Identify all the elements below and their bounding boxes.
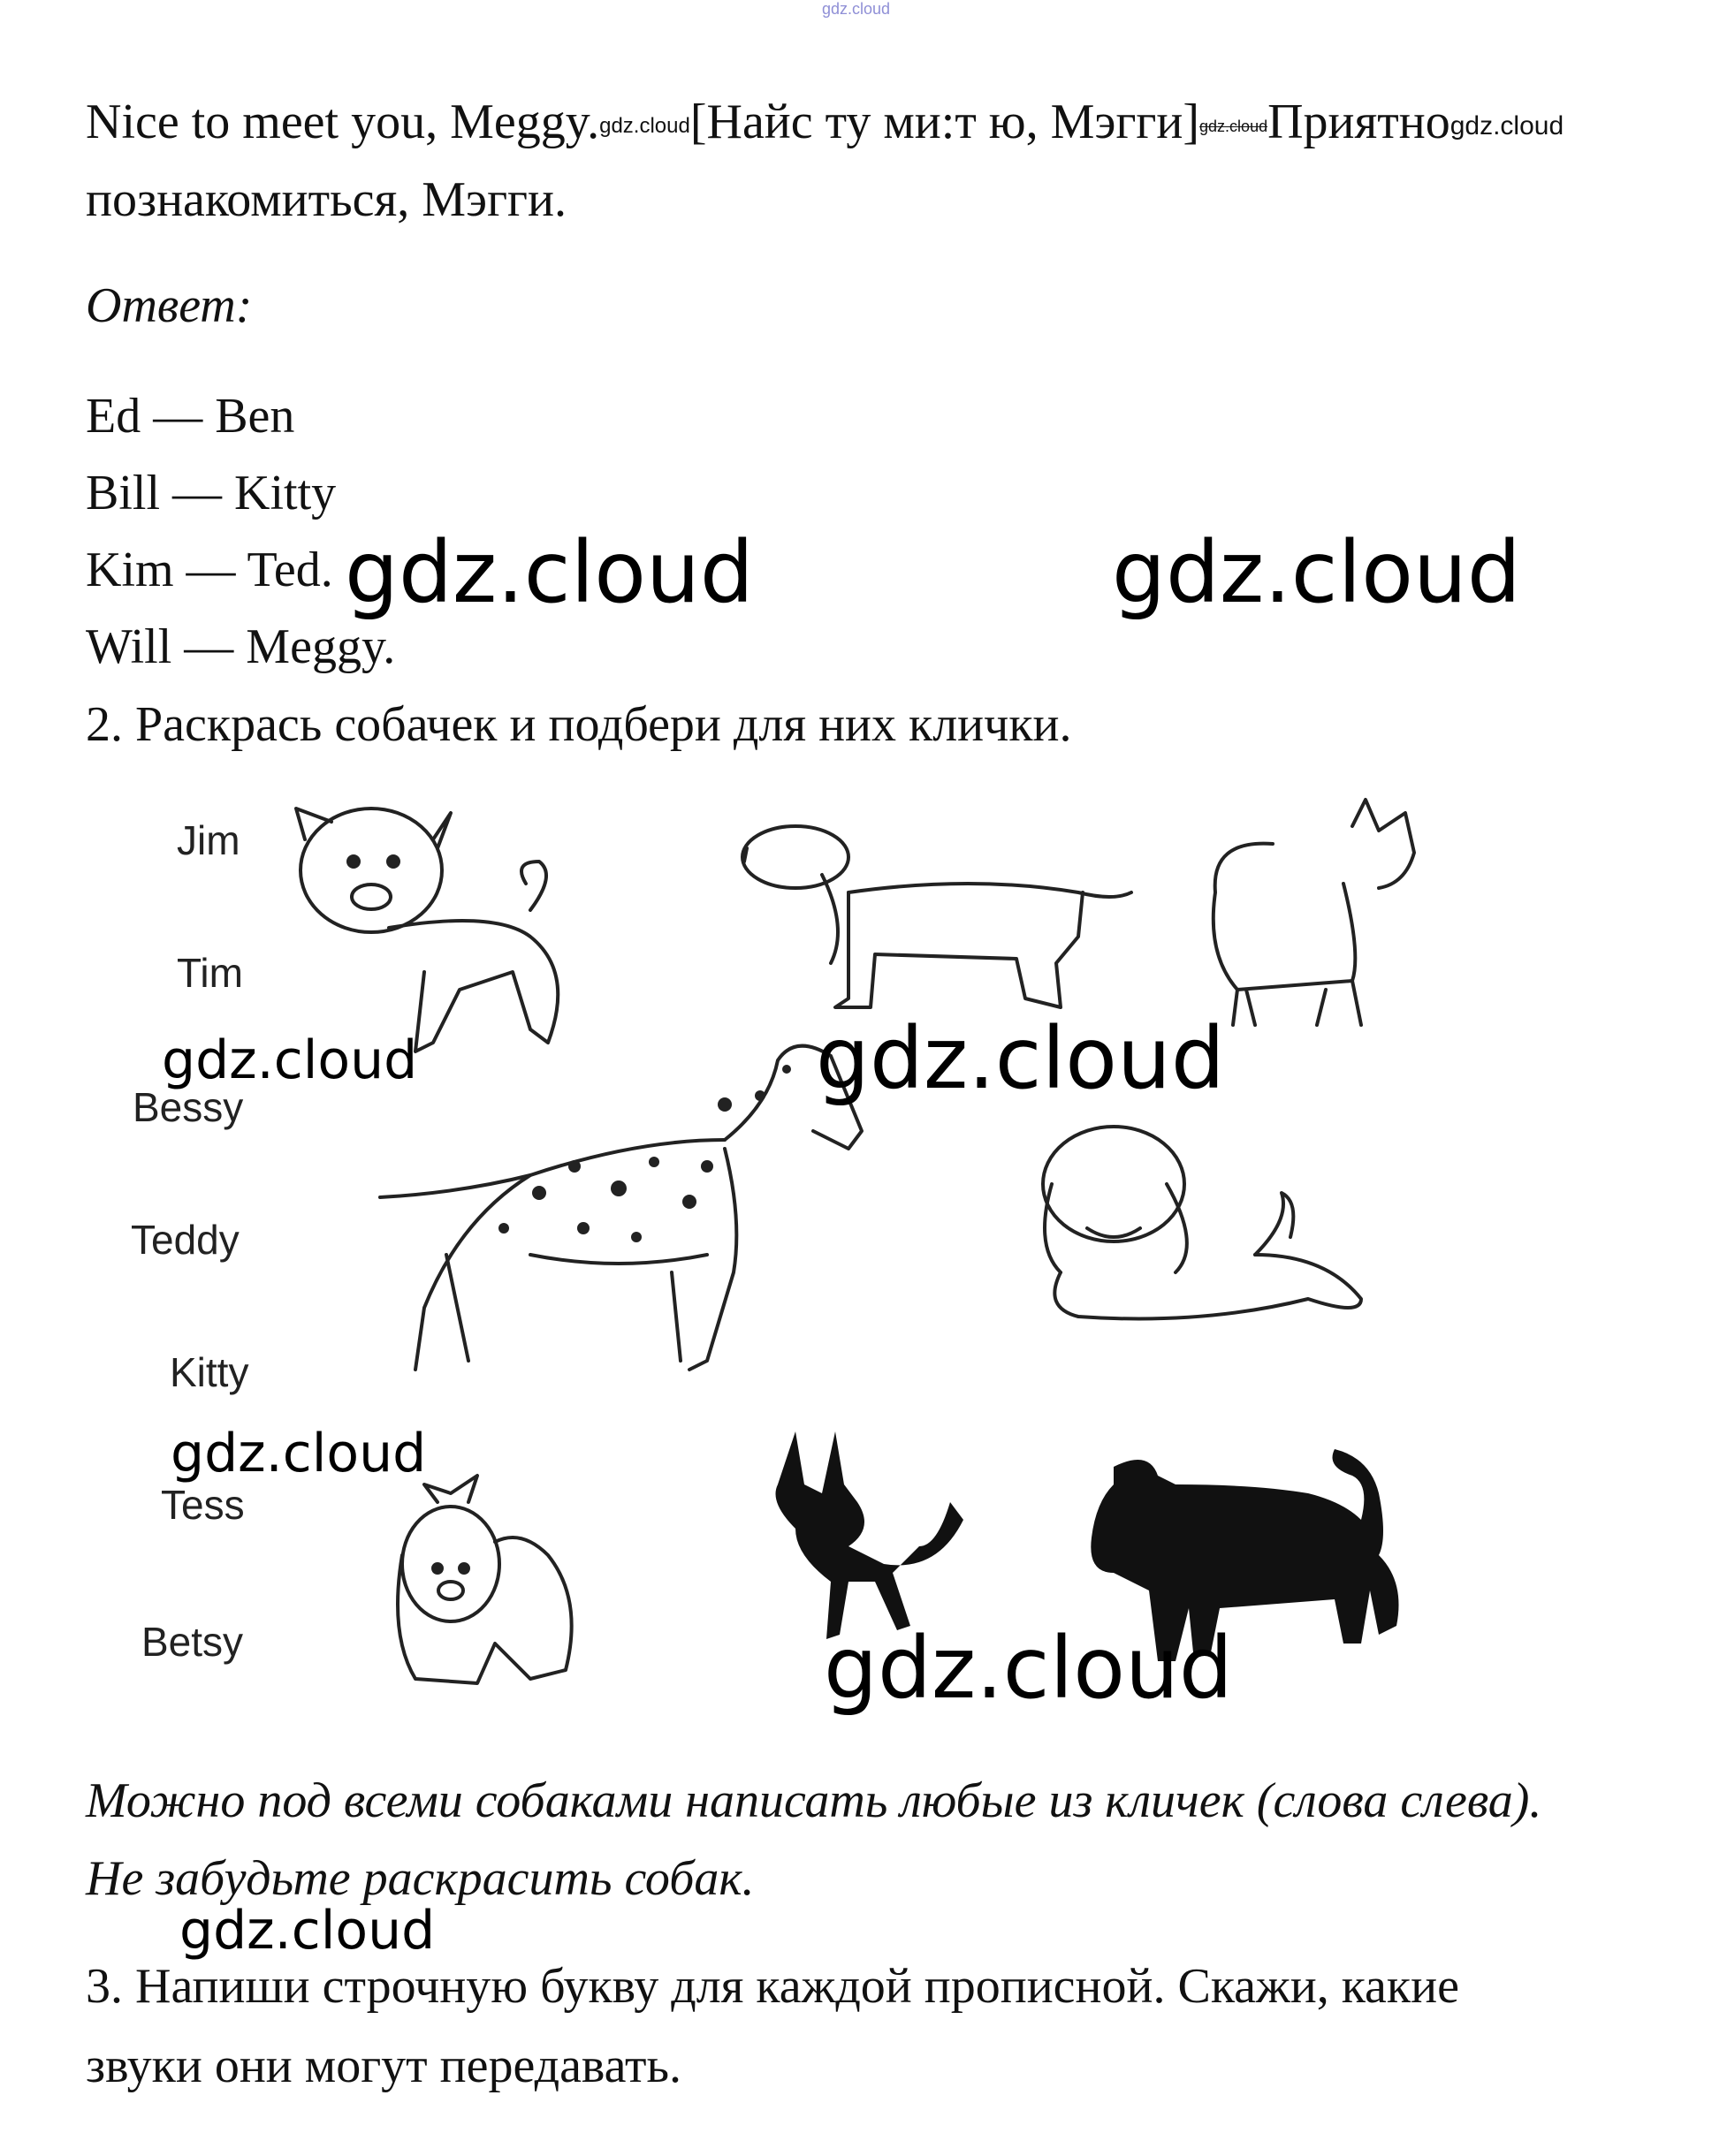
watermark: gdz.cloud bbox=[179, 1900, 436, 1962]
intro-line-2: познакомиться, Мэгги. bbox=[86, 172, 567, 227]
task-3-line-1: 3. Напиши строчную букву для каждой прописной. Скажи, какие bbox=[86, 1959, 1459, 2014]
pinscher-dog-drawing bbox=[776, 1431, 964, 1639]
dog-name: Jim bbox=[177, 817, 240, 863]
watermark: gdz.cloud bbox=[816, 1009, 1225, 1108]
dog-name: Betsy bbox=[141, 1619, 244, 1665]
note-line-1: Можно под всеми собаками написать любые из кличек (слова слева). bbox=[86, 1773, 1542, 1828]
pug-dog-drawing bbox=[296, 808, 558, 1051]
watermark: gdz.cloud bbox=[345, 523, 754, 622]
task-3-line-2: звуки они могут передавать. bbox=[86, 2038, 682, 2093]
intro-transcription: [Найс ту ми:т ю, Мэгги] bbox=[689, 95, 1200, 149]
shihtzu-dog-drawing bbox=[398, 1476, 572, 1683]
top-watermark: gdz.cloud bbox=[822, 0, 891, 18]
answer-pair: Ed — Ben bbox=[86, 389, 295, 444]
watermark: gdz.cloud bbox=[1112, 523, 1521, 622]
dog-name: Kitty bbox=[170, 1349, 249, 1395]
answer-label: Ответ: bbox=[86, 278, 253, 333]
inline-watermark: gdz.cloud bbox=[599, 114, 690, 139]
chihuahua-dog-drawing bbox=[1214, 800, 1414, 1025]
dog-name: Teddy bbox=[131, 1217, 240, 1263]
inline-watermark-strike: gdz.cloud bbox=[1199, 118, 1268, 136]
task-2-heading: 2. Раскрась собачек и подбери для них клички. bbox=[86, 697, 1072, 752]
answer-pair: Will — Meggy. bbox=[86, 619, 396, 674]
dog-name: Bessy bbox=[133, 1084, 244, 1130]
dog-name: Tim bbox=[177, 950, 243, 996]
inline-watermark: gdz.cloud bbox=[1449, 111, 1564, 141]
answer-pair: Bill — Kitty bbox=[86, 466, 337, 520]
note-line-2: Не забудьте раскрасить собак. bbox=[86, 1851, 755, 1906]
dalmatian-dog-drawing bbox=[380, 1046, 862, 1370]
watermark: gdz.cloud bbox=[824, 1619, 1233, 1718]
dog-name: Tess bbox=[161, 1482, 245, 1528]
answer-pair: Kim — Ted. bbox=[86, 543, 333, 597]
watermark: gdz.cloud bbox=[162, 1029, 418, 1091]
basset-dog-drawing bbox=[742, 826, 1131, 1007]
intro-english: Nice to meet you, Meggy. bbox=[86, 95, 600, 149]
spaniel-dog-drawing bbox=[1043, 1127, 1361, 1319]
intro-russian: Приятно bbox=[1267, 95, 1450, 149]
watermark: gdz.cloud bbox=[171, 1423, 427, 1484]
